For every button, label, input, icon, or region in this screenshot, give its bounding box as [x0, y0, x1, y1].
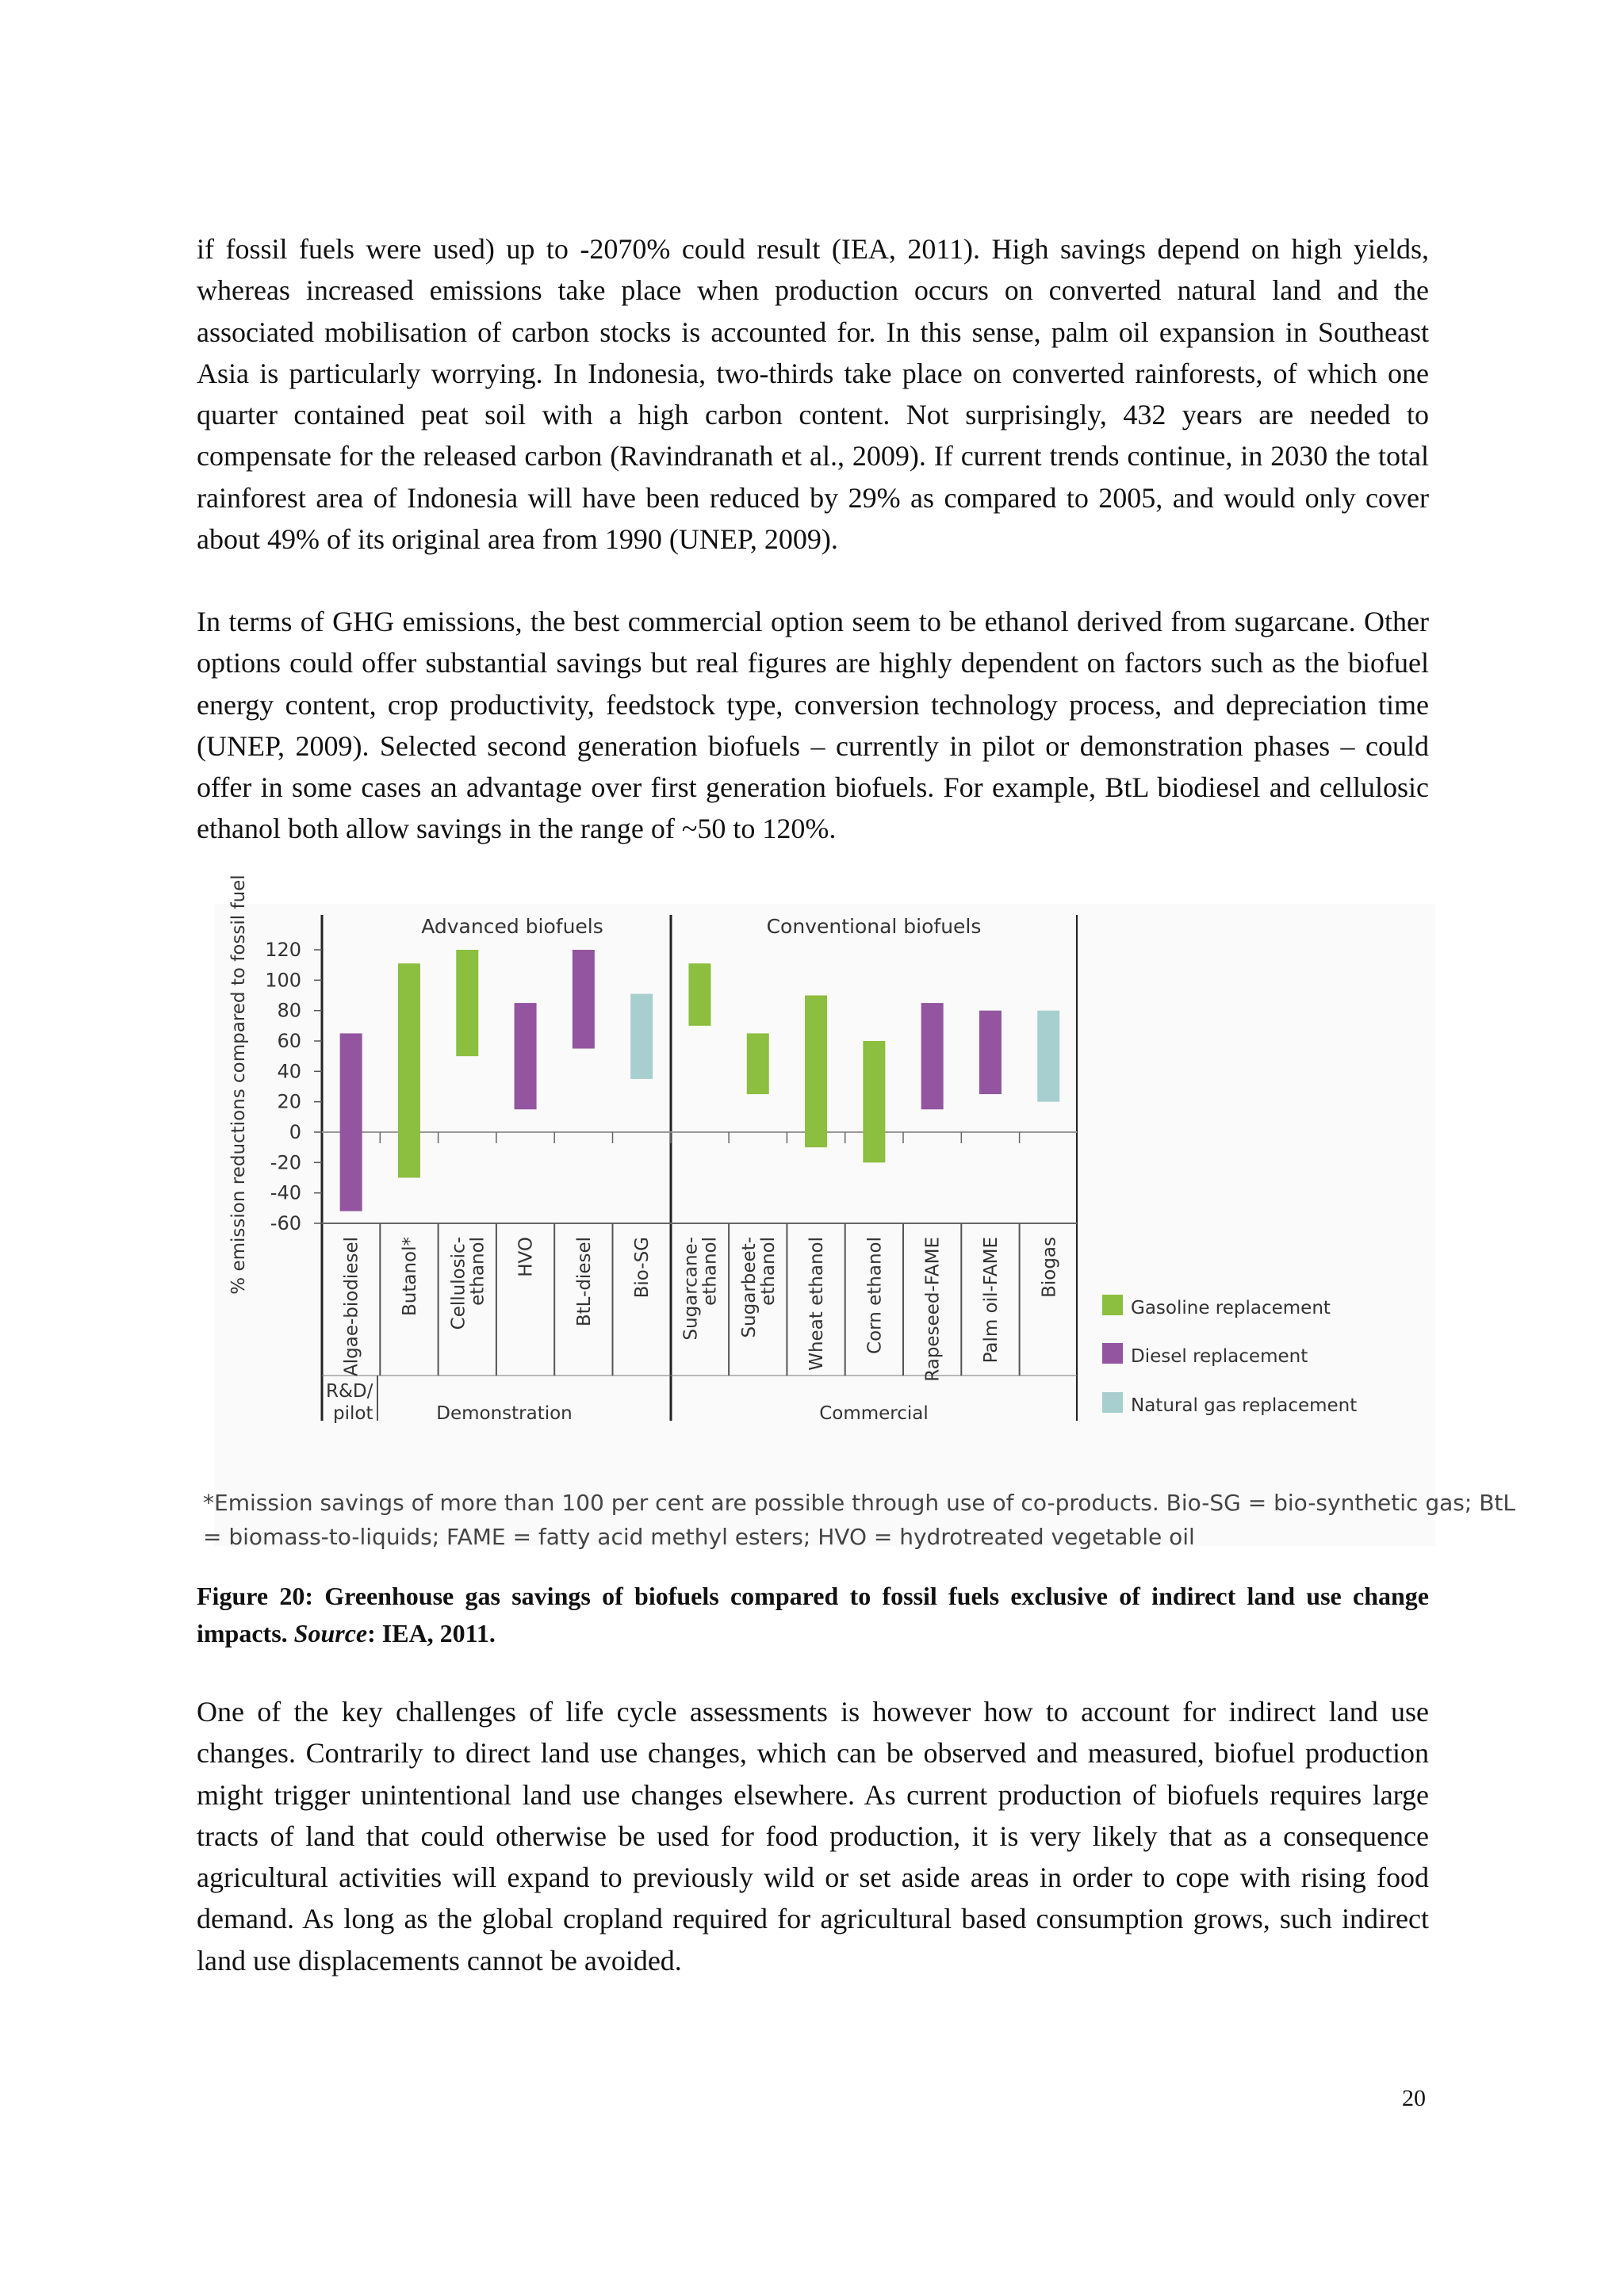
page-number: 20: [1402, 2085, 1426, 2111]
x-category-label: Butanol*: [399, 1237, 420, 1317]
y-tick-label: 20: [277, 1090, 301, 1113]
bar-btl-diesel: [573, 950, 595, 1049]
x-category-label: ethanol: [467, 1237, 488, 1306]
x-category-label: BtL-diesel: [573, 1237, 595, 1327]
figure-caption: [197, 1578, 1429, 1652]
x-category-label: Cellulosic-: [448, 1237, 469, 1330]
body-paragraph-2: In terms of GHG emissions, the best commercial option seem to be ethanol derived from sugarcane. Other options could offer substantial savings but real figures are highly dependent on factors such as the biofuel energy content, crop productivity, feedstock type, conversion technology process, and depreciation time (UNEP, 2009). Selected second generation biofuels – currently in pilot or demonstration phases – could offer in some cases an advantage over first generation biofuels. For example, BtL biodiesel and cellulosic ethanol both allow savings in the range of ~50 to 120%.: [197, 606, 1429, 845]
y-tick-label: 60: [277, 1030, 301, 1052]
x-category-label: Palm oil-FAME: [980, 1237, 1002, 1364]
bar-algae-biodiesel: [340, 1033, 362, 1211]
y-axis-label: % emission reductions compared to fossil fuel: [228, 874, 249, 1295]
bar-butanol-: [398, 963, 420, 1177]
x-category-label: Wheat ethanol: [806, 1237, 828, 1371]
stage-label-demonstration: Demonstration: [436, 1403, 573, 1424]
stage-label-rd: R&D/: [326, 1381, 373, 1402]
y-tick-label: 40: [277, 1060, 301, 1083]
bar-wheat-ethanol: [805, 996, 827, 1148]
x-category-label: Sugarbeet-: [738, 1237, 760, 1338]
x-category-label: ethanol: [699, 1237, 721, 1306]
x-category-label: HVO: [515, 1237, 537, 1277]
bar-cellulosic-ethanol: [456, 950, 478, 1056]
x-category-label: Sugarcane-: [680, 1237, 702, 1341]
emission-savings-chart: [203, 874, 1515, 1550]
x-category-label: Biogas: [1039, 1237, 1060, 1298]
bar-corn-ethanol: [863, 1041, 885, 1162]
caption-source-text: : IEA, 2011.: [367, 1619, 496, 1647]
caption-lead: Figure 20: Greenhouse gas savings of biofuels compared to fossil fuels exclusive of indirect land use change impacts.: [197, 1582, 1429, 1647]
stage-label-commercial: Commercial: [819, 1403, 929, 1424]
footnote-line-2: = biomass-to-liquids; FAME = fatty acid methyl esters; HVO = hydrotreated vegetable oil: [203, 1524, 1195, 1550]
x-category-label: Algae-biodiesel: [341, 1237, 362, 1376]
legend-label-gasoline: Gasoline replacement: [1131, 1298, 1331, 1318]
body-paragraph-1: if fossil fuels were used) up to -2070% could result (IEA, 2011). High savings depend on high yields, whereas increased emissions take place when production occurs on converted natural land and the associated mobilisation of carbon stocks is accounted for. In this sense, palm oil expansion in Southeast Asia is particularly worrying. In Indonesia, two-thirds take place on converted rainforests, of which one quarter contained peat soil with a high carbon content. Not surprisingly, 432 years are needed to compensate for the released carbon (Ravindranath et al., 2009). If current trends continue, in 2030 the total rainforest area of Indonesia will have been reduced by 29% as compared to 2005, and would only cover about 49% of its original area from 1990 (UNEP, 2009).: [197, 233, 1429, 556]
y-tick-label: -20: [270, 1151, 301, 1174]
x-category-label: Corn ethanol: [864, 1237, 886, 1354]
legend-swatch-diesel: [1102, 1343, 1123, 1364]
body-paragraph-3: One of the key challenges of life cycle assessments is however how to account for indirect land use changes. Contrarily to direct land use changes, which can be observed and measured, biofuel production might trigger unintentional land use changes elsewhere. As current production of biofuels requires large tracts of land that could otherwise be used for food production, it is very likely that as a consequence agricultural activities will expand to previously wild or set aside areas in order to cope with rising food demand. As long as the global cropland required for agricultural based consumption grows, such indirect land use displacements cannot be avoided.: [197, 1696, 1429, 1976]
bar-biogas: [1037, 1011, 1059, 1102]
x-category-label: Bio-SG: [632, 1237, 653, 1299]
bar-palm-oil-fame: [979, 1011, 1002, 1094]
legend-swatch-gasoline: [1102, 1295, 1123, 1315]
y-tick-label: 80: [277, 999, 301, 1022]
x-category-label: ethanol: [757, 1237, 779, 1306]
group-heading-advanced: Advanced biofuels: [421, 915, 603, 938]
bar-bio-sg: [630, 994, 653, 1079]
bar-sugarbeet-ethanol: [747, 1033, 769, 1094]
x-category-label: Rapeseed-FAME: [922, 1237, 944, 1382]
y-tick-label: 100: [265, 969, 301, 992]
group-heading-conventional: Conventional biofuels: [766, 915, 982, 938]
legend-label-diesel: Diesel replacement: [1131, 1346, 1308, 1367]
bar-sugarcane-ethanol: [688, 963, 710, 1026]
bar-rapeseed-fame: [921, 1003, 944, 1109]
stage-label-pilot: pilot: [333, 1403, 373, 1424]
legend-swatch-gas: [1102, 1392, 1123, 1413]
figure-20: [203, 874, 1515, 1550]
footnote-line-1: *Emission savings of more than 100 per cent are possible through use of co-products. Bio-SG = bio-synthetic gas; BtL: [203, 1490, 1515, 1516]
caption-source-label: Source: [293, 1619, 368, 1647]
legend-label-gas: Natural gas replacement: [1131, 1395, 1358, 1416]
y-tick-label: 120: [265, 939, 301, 961]
y-tick-label: 0: [289, 1121, 301, 1143]
bar-hvo: [515, 1003, 537, 1109]
y-tick-label: -40: [270, 1181, 301, 1204]
y-tick-label: -60: [270, 1212, 301, 1234]
